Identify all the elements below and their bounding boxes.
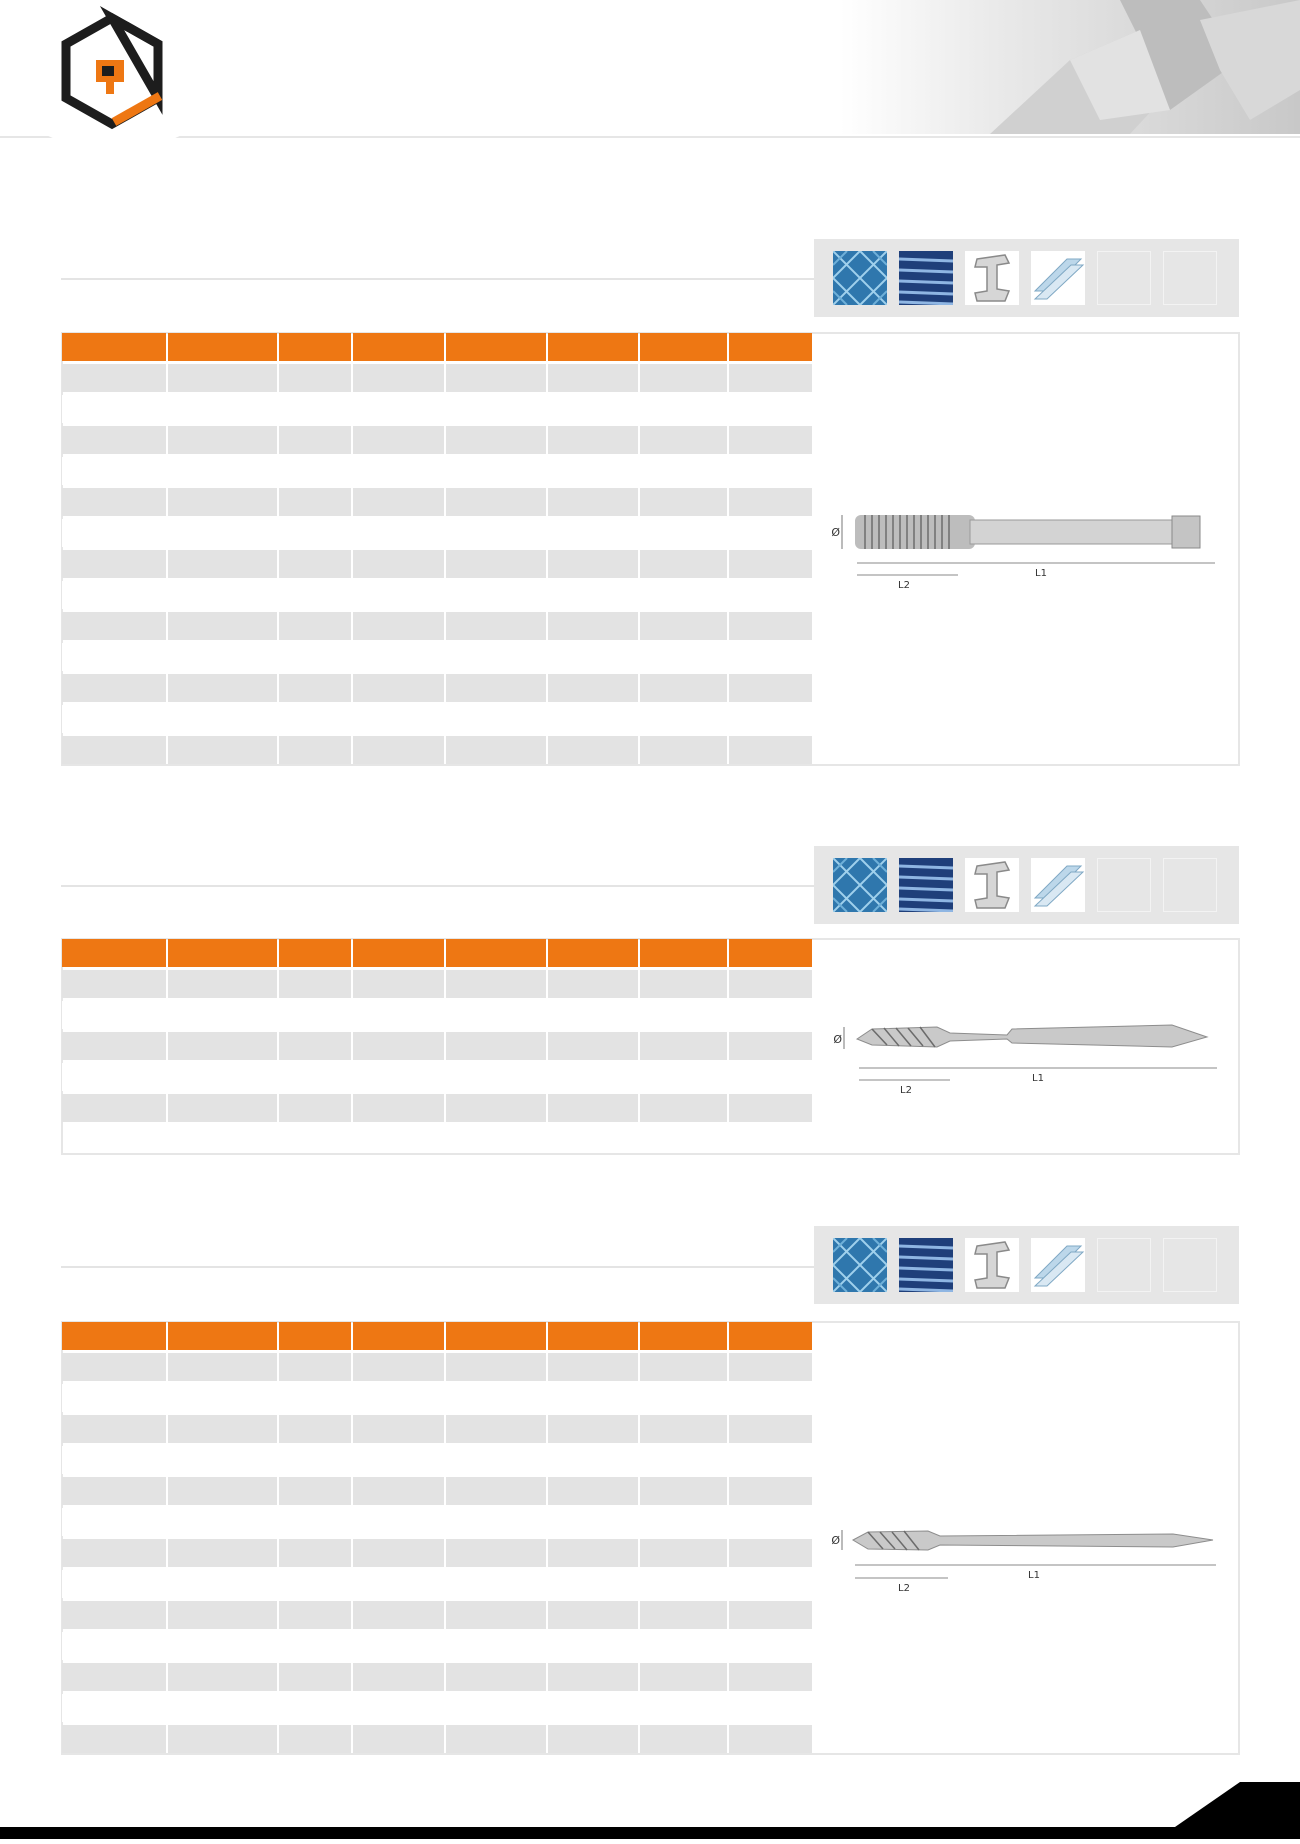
table-row — [62, 1032, 814, 1063]
section-1-rule — [61, 278, 814, 280]
table-row — [62, 705, 814, 736]
table-row — [62, 1663, 814, 1694]
metal-profile-icon — [1031, 251, 1085, 305]
page-footer — [0, 1827, 1300, 1839]
section-1-table — [62, 333, 814, 767]
table-row — [62, 1725, 814, 1756]
empty-slot-icon — [1097, 1238, 1151, 1292]
table-row — [62, 1632, 814, 1663]
i-beam-icon — [965, 251, 1019, 305]
table-row — [62, 1001, 814, 1032]
l2-label: L2 — [898, 580, 910, 590]
i-beam-icon — [965, 858, 1019, 912]
steel-bars-icon — [899, 858, 953, 912]
table-row — [62, 1353, 814, 1384]
table-row — [62, 643, 814, 674]
empty-slot-icon — [1163, 251, 1217, 305]
spiral-point-tap-icon — [832, 1015, 1222, 1105]
i-beam-icon — [965, 1238, 1019, 1292]
empty-slot-icon — [1163, 1238, 1217, 1292]
table-row — [62, 970, 814, 1001]
table-row — [62, 1539, 814, 1570]
empty-slot-icon — [1097, 858, 1151, 912]
table-row — [62, 1415, 814, 1446]
metal-profile-icon — [1031, 858, 1085, 912]
l1-label: L1 — [1035, 568, 1047, 579]
spiral-point-tap-icon — [828, 1520, 1218, 1610]
l2-label: L2 — [900, 1085, 912, 1096]
section-2-rule — [61, 885, 814, 887]
table-header-row — [62, 939, 814, 970]
table-header-row — [62, 333, 814, 364]
section-3-table — [62, 1322, 814, 1756]
table-row — [62, 1446, 814, 1477]
table-row — [62, 1570, 814, 1601]
header-decor-image — [840, 0, 1300, 134]
table-row — [62, 426, 814, 457]
section-3-rule — [61, 1266, 814, 1268]
steel-mesh-icon — [833, 251, 887, 305]
brand-logo — [44, 0, 184, 166]
table-row — [62, 1384, 814, 1415]
diameter-label: Ø — [831, 526, 840, 539]
diameter-label: Ø — [833, 1033, 842, 1046]
table-row — [62, 519, 814, 550]
table-row — [62, 395, 814, 426]
steel-bars-icon — [899, 251, 953, 305]
section-2-table — [62, 939, 814, 1125]
table-row — [62, 1601, 814, 1632]
table-row — [62, 581, 814, 612]
empty-slot-icon — [1097, 251, 1151, 305]
table-row — [62, 612, 814, 643]
table-row — [62, 364, 814, 395]
table-row — [62, 1694, 814, 1725]
table-row — [62, 488, 814, 519]
empty-slot-icon — [1163, 858, 1217, 912]
section-1-material-icons — [814, 239, 1239, 317]
metal-profile-icon — [1031, 1238, 1085, 1292]
table-row — [62, 1063, 814, 1094]
table-row — [62, 1477, 814, 1508]
l2-label: L2 — [898, 1583, 910, 1594]
section-3-material-icons — [814, 1226, 1239, 1304]
diameter-label: Ø — [831, 1534, 840, 1547]
section-2-material-icons — [814, 846, 1239, 924]
straight-flute-tap-icon — [830, 500, 1220, 595]
l1-label: L1 — [1028, 1570, 1040, 1581]
table-row — [62, 550, 814, 581]
table-header-row — [62, 1322, 814, 1353]
steel-bars-icon — [899, 1238, 953, 1292]
table-row — [62, 1094, 814, 1125]
table-row — [62, 457, 814, 488]
table-row — [62, 674, 814, 705]
steel-mesh-icon — [833, 1238, 887, 1292]
steel-mesh-icon — [833, 858, 887, 912]
l1-label: L1 — [1032, 1073, 1044, 1084]
table-row — [62, 1508, 814, 1539]
table-row — [62, 736, 814, 767]
